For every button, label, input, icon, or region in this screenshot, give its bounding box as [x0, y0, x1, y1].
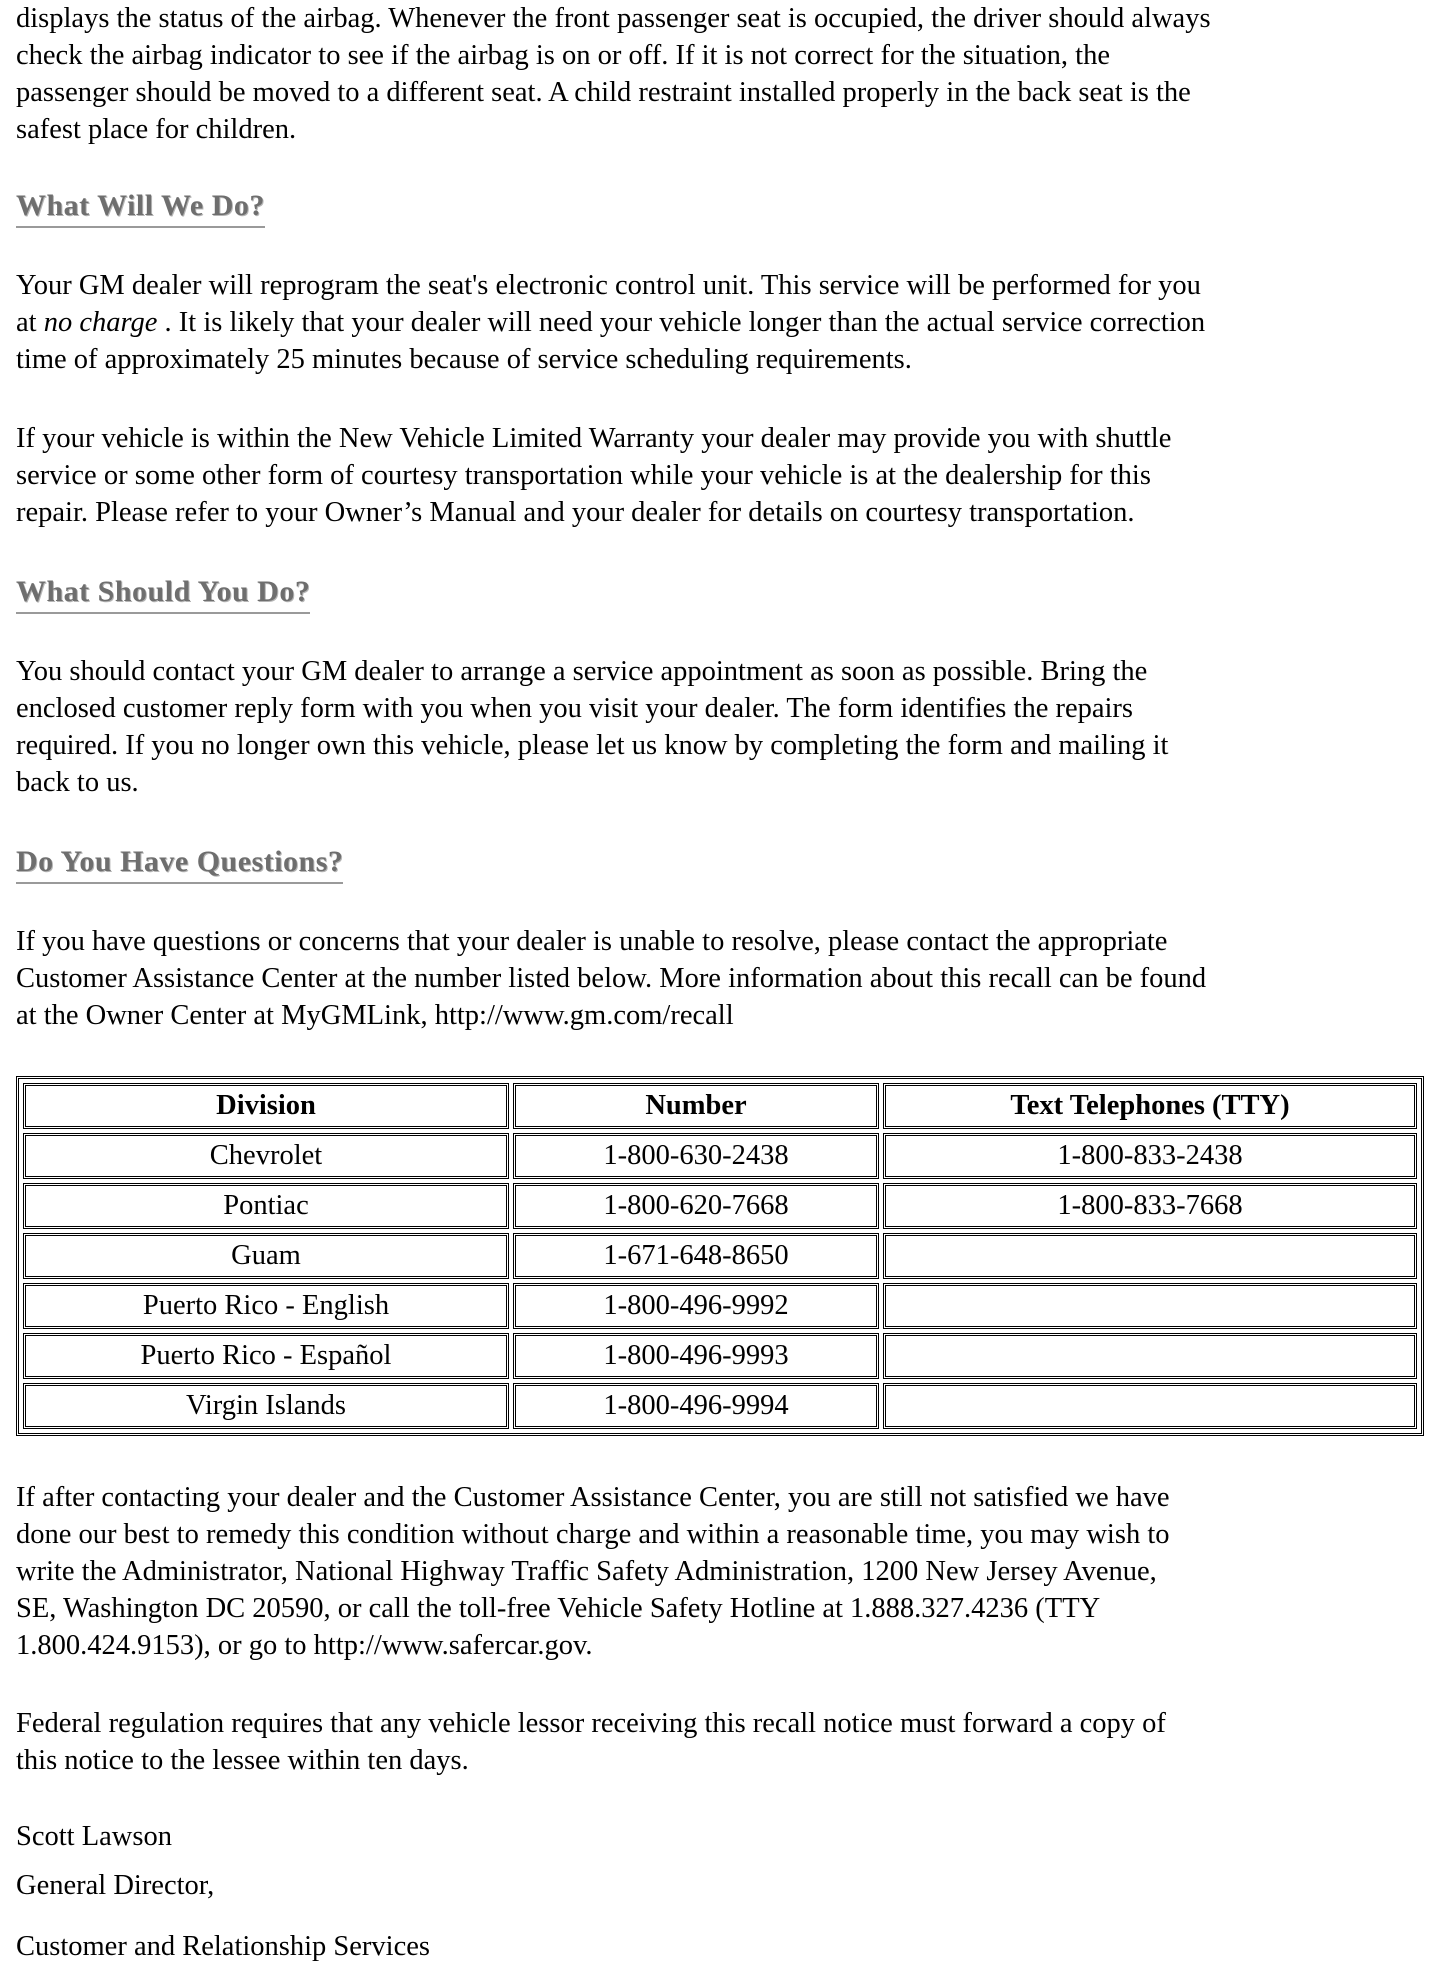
division-cell: Guam [23, 1233, 509, 1279]
column-header-number: Number [513, 1083, 879, 1129]
number-cell: 1-800-496-9994 [513, 1383, 879, 1429]
tty-cell [883, 1233, 1417, 1279]
table-row [23, 1133, 1417, 1179]
division-cell: Chevrolet [23, 1133, 509, 1179]
text-line: required. If you no longer own this vehicle, please let us know by completing the form and mailing it [16, 730, 1169, 761]
signatory-title: General Director, [16, 1870, 215, 1901]
text-line: If you have questions or concerns that your dealer is unable to resolve, please contact the appropriate [16, 926, 1168, 957]
text-line: check the airbag indicator to see if the airbag is on or off. If it is not correct for the situation, the [16, 40, 1110, 71]
table-row [23, 1283, 1417, 1329]
text-fragment: at [16, 307, 44, 338]
action-paragraph [16, 653, 1424, 801]
text-line: back to us. [16, 767, 139, 798]
text-line: displays the status of the airbag. Whenever the front passenger seat is occupied, the driver should always [16, 3, 1211, 34]
text-line: passenger should be moved to a different seat. A child restraint installed properly in the back seat is the [16, 77, 1191, 108]
intro-paragraph [16, 0, 1424, 148]
division-cell: Puerto Rico - English [23, 1283, 509, 1329]
table-row [23, 1383, 1417, 1429]
text-line: service or some other form of courtesy transportation while your vehicle is at the dealership for this [16, 460, 1151, 491]
number-cell: 1-800-620-7668 [513, 1183, 879, 1229]
what-should-you-do-section [16, 573, 1424, 614]
text-line: done our best to remedy this condition without charge and within a reasonable time, you may wish to [16, 1519, 1170, 1550]
text-line: safest place for children. [16, 114, 297, 145]
signature-title-block [16, 1867, 1424, 1905]
section-heading: What Will We Do? [16, 187, 265, 228]
tty-cell: 1-800-833-7668 [883, 1183, 1417, 1229]
text-line: at the Owner Center at MyGMLink, http://www.gm.com/recall [16, 1000, 734, 1031]
text-line: If after contacting your dealer and the Customer Assistance Center, you are still not satisfied we have [16, 1482, 1170, 1513]
number-cell: 1-800-496-9993 [513, 1333, 879, 1379]
service-paragraph [16, 267, 1424, 378]
signature-department-block [16, 1928, 1424, 1966]
table-row [23, 1233, 1417, 1279]
text-line: 1.800.424.9153), or go to http://www.safercar.gov. [16, 1630, 593, 1661]
number-cell: 1-671-648-8650 [513, 1233, 879, 1279]
text-line: If your vehicle is within the New Vehicle Limited Warranty your dealer may provide you with shuttle [16, 423, 1172, 454]
text-line: Your GM dealer will reprogram the seat's electronic control unit. This service will be performed for you [16, 270, 1201, 301]
signature-block [16, 1818, 1424, 1856]
signatory-department: Customer and Relationship Services [16, 1931, 430, 1962]
division-cell: Pontiac [23, 1183, 509, 1229]
table-header-row [23, 1083, 1417, 1129]
emphasis-no-charge: no charge [43, 307, 158, 338]
tty-cell [883, 1333, 1417, 1379]
column-header-tty: Text Telephones (TTY) [883, 1083, 1417, 1129]
lessor-paragraph [16, 1705, 1424, 1779]
section-heading: Do You Have Questions? [16, 843, 343, 884]
text-line: enclosed customer reply form with you when you visit your dealer. The form identifies the repairs [16, 693, 1134, 724]
tty-cell [883, 1383, 1417, 1429]
text-line: time of approximately 25 minutes because of service scheduling requirements. [16, 344, 912, 375]
text-line: this notice to the lessee within ten days. [16, 1745, 469, 1776]
division-cell: Virgin Islands [23, 1383, 509, 1429]
number-cell: 1-800-630-2438 [513, 1133, 879, 1179]
division-cell: Puerto Rico - Español [23, 1333, 509, 1379]
nhtsa-paragraph [16, 1479, 1424, 1664]
questions-paragraph [16, 923, 1424, 1034]
column-header-division: Division [23, 1083, 509, 1129]
signatory-name: Scott Lawson [16, 1821, 172, 1852]
questions-section [16, 843, 1424, 884]
table-row [23, 1183, 1417, 1229]
tty-cell [883, 1283, 1417, 1329]
text-line: You should contact your GM dealer to arrange a service appointment as soon as possible. Bring the [16, 656, 1148, 687]
warranty-paragraph [16, 420, 1424, 531]
text-line [16, 304, 1424, 341]
table-row [23, 1333, 1417, 1379]
number-cell: 1-800-496-9992 [513, 1283, 879, 1329]
text-line: write the Administrator, National Highway Traffic Safety Administration, 1200 New Jersey Avenue, [16, 1556, 1157, 1587]
text-line: Federal regulation requires that any vehicle lessor receiving this recall notice must forward a copy of [16, 1708, 1166, 1739]
tty-cell: 1-800-833-2438 [883, 1133, 1417, 1179]
text-line: Customer Assistance Center at the number listed below. More information about this recall can be found [16, 963, 1207, 994]
text-fragment: . It is likely that your dealer will need your vehicle longer than the actual service correction [157, 307, 1206, 338]
text-line: SE, Washington DC 20590, or call the toll-free Vehicle Safety Hotline at 1.888.327.4236 (TTY [16, 1593, 1101, 1624]
section-heading: What Should You Do? [16, 573, 310, 614]
customer-assistance-table [16, 1076, 1424, 1436]
text-line: repair. Please refer to your Owner’s Manual and your dealer for details on courtesy transportation. [16, 497, 1135, 528]
what-will-we-do-section [16, 187, 1424, 228]
